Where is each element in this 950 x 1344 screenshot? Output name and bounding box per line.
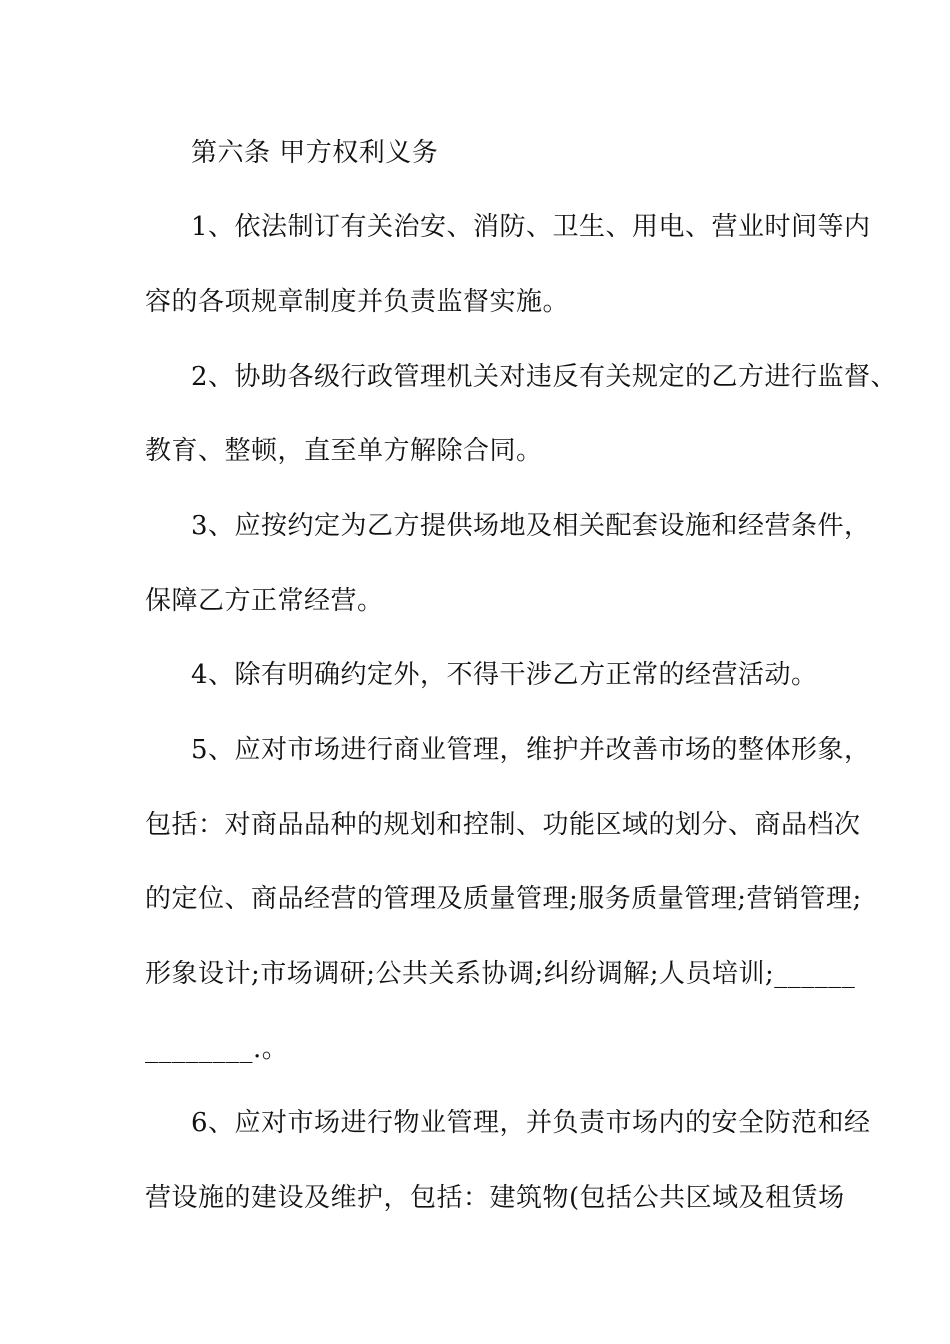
clause-1-line-2: 容的各项规章制度并负责监督实施。 (145, 287, 570, 317)
clause-2-line-1: 2、协助各级行政管理机关对违反有关规定的乙方进行监督、 (191, 362, 898, 392)
clause-6-line-1: 6、应对市场进行物业管理，并负责市场内的安全防范和经 (191, 1108, 871, 1138)
clause-3-line-2: 保障乙方正常经营。 (145, 586, 384, 616)
clause-5-line-3: 的定位、商品经营的管理及质量管理;服务质量管理;营销管理; (145, 884, 862, 914)
clause-5-line-2: 包括：对商品品种的规划和控制、功能区域的划分、商品档次 (145, 810, 861, 840)
clause-3-line-1: 3、应按约定为乙方提供场地及相关配套设施和经营条件， (191, 511, 871, 541)
clause-5-line-1: 5、应对市场进行商业管理，维护并改善市场的整体形象， (191, 735, 871, 765)
clause-2-line-2: 教育、整顿，直至单方解除合同。 (145, 436, 543, 466)
clause-1-line-1: 1、依法制订有关治安、消防、卫生、用电、营业时间等内 (191, 212, 871, 242)
clause-5-line-5: ________.。 (145, 1034, 289, 1064)
article-heading: 第六条 甲方权利义务 (191, 138, 439, 168)
clause-4-line-1: 4、除有明确约定外，不得干涉乙方正常的经营活动。 (191, 660, 818, 690)
clause-5-line-4: 形象设计;市场调研;公共关系协调;纠纷调解;人员培训;______ (145, 959, 856, 989)
clause-6-line-2: 营设施的建设及维护，包括：建筑物(包括公共区域及租赁场 (145, 1183, 845, 1213)
